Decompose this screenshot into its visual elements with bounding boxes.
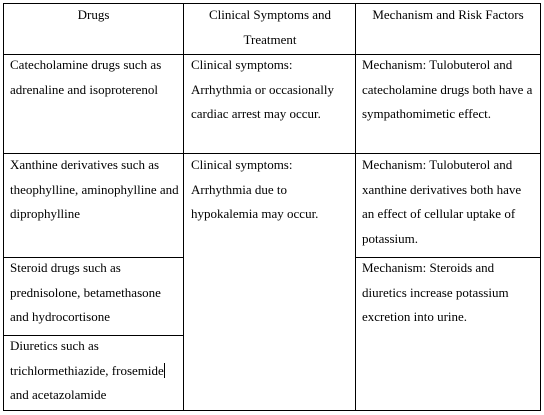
- header-mechanism: Mechanism and Risk Factors: [372, 7, 524, 22]
- row4-drugs[interactable]: [10, 334, 182, 408]
- row2-symptoms: Clinical symptoms: Arrhythmia due to hypokalemia may occur.: [191, 157, 319, 221]
- header-clinical-symptoms: Clinical Symptoms and Treatment: [208, 7, 332, 47]
- column-divider-1: [183, 3, 184, 411]
- row3-drugs: Steroid drugs such as prednisolone, betamethasone and hydrocortisone: [10, 260, 161, 324]
- table-border-left: [3, 3, 4, 411]
- row3-mechanism: Mechanism: Steroids and diuretics increase potassium excretion into urine.: [362, 260, 509, 324]
- row4-drugs-text-after-caret: and acetazolamide: [10, 387, 107, 402]
- table-border-right: [540, 3, 541, 411]
- row1-drugs: Catecholamine drugs such as adrenaline and isoproterenol: [10, 57, 162, 97]
- row2-mechanism: Mechanism: Tulobuterol and xanthine derivatives both have an effect of cellular uptake of potassium.: [362, 157, 522, 246]
- row1-mechanism: Mechanism: Tulobuterol and catecholamine drugs both have a sympathomimetic effect.: [362, 57, 533, 121]
- row4-drugs-text-before-caret: Diuretics such as trichlormethiazide, frosemide: [10, 338, 164, 378]
- column-divider-2: [355, 3, 356, 411]
- header-drugs: Drugs: [77, 7, 110, 22]
- row2-drugs: Xanthine derivatives such as theophylline, aminophylline and diprophylline: [10, 157, 179, 221]
- text-cursor: [164, 363, 165, 378]
- row1-symptoms: Clinical symptoms: Arrhythmia or occasionally cardiac arrest may occur.: [191, 57, 334, 121]
- table-border-bottom: [3, 410, 540, 411]
